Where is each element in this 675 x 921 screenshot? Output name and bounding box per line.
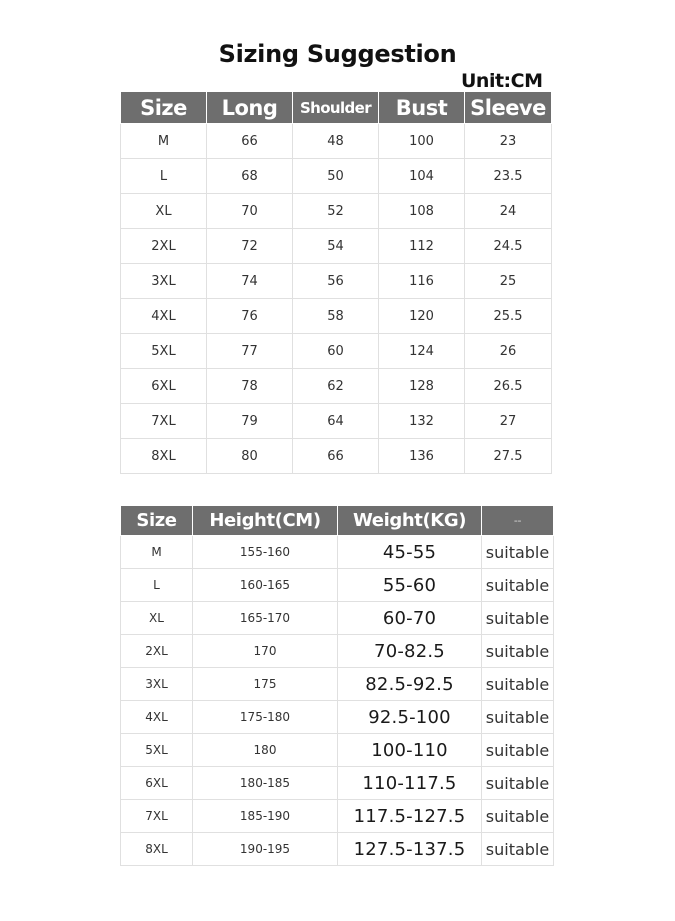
size-cell: 3XL — [121, 668, 193, 701]
measurement-header-row — [121, 92, 552, 124]
long-cell: 80 — [207, 439, 293, 474]
table-row — [121, 369, 552, 404]
shoulder-cell: 54 — [293, 229, 379, 264]
suitability-cell: suitable — [482, 635, 554, 668]
long-cell: 72 — [207, 229, 293, 264]
weight-cell: 45-55 — [338, 536, 482, 569]
size-cell: L — [121, 569, 193, 602]
long-cell: 78 — [207, 369, 293, 404]
weight-cell: 92.5-100 — [338, 701, 482, 734]
table-row — [121, 635, 554, 668]
shoulder-cell: 66 — [293, 439, 379, 474]
height-cell: 185-190 — [193, 800, 338, 833]
height-cell: 165-170 — [193, 602, 338, 635]
unit-label: Unit:CM — [461, 70, 543, 92]
sleeve-cell: 26.5 — [465, 369, 552, 404]
weight-cell: 127.5-137.5 — [338, 833, 482, 866]
height-cell: 190-195 — [193, 833, 338, 866]
sleeve-cell: 27 — [465, 404, 552, 439]
height-cell: 160-165 — [193, 569, 338, 602]
suitability-cell: suitable — [482, 800, 554, 833]
table-row — [121, 299, 552, 334]
height-cell: 170 — [193, 635, 338, 668]
height-cell: 155-160 — [193, 536, 338, 569]
bust-cell: 124 — [379, 334, 465, 369]
height-weight-header-row — [121, 506, 554, 536]
long-cell: 68 — [207, 159, 293, 194]
height-cell: 180 — [193, 734, 338, 767]
bust-cell: 100 — [379, 124, 465, 159]
suitability-cell: suitable — [482, 701, 554, 734]
long-cell: 66 — [207, 124, 293, 159]
bust-cell: 136 — [379, 439, 465, 474]
page-title: Sizing Suggestion — [218, 40, 457, 68]
sleeve-cell: 27.5 — [465, 439, 552, 474]
shoulder-cell: 56 — [293, 264, 379, 299]
shoulder-cell: 60 — [293, 334, 379, 369]
long-cell: 76 — [207, 299, 293, 334]
suitability-cell: suitable — [482, 767, 554, 800]
weight-cell: 60-70 — [338, 602, 482, 635]
table-row — [121, 334, 552, 369]
table-row — [121, 602, 554, 635]
header-bust: Bust — [379, 92, 465, 124]
table-row — [121, 159, 552, 194]
size-cell: M — [121, 124, 207, 159]
header-weight: Weight(KG) — [338, 506, 482, 536]
size-cell: 5XL — [121, 334, 207, 369]
sleeve-cell: 23 — [465, 124, 552, 159]
size-cell: 4XL — [121, 701, 193, 734]
size-cell: M — [121, 536, 193, 569]
table-row — [121, 194, 552, 229]
table-row — [121, 124, 552, 159]
bust-cell: 120 — [379, 299, 465, 334]
size-cell: XL — [121, 602, 193, 635]
weight-cell: 117.5-127.5 — [338, 800, 482, 833]
header-dash: -- — [482, 506, 554, 536]
weight-cell: 100-110 — [338, 734, 482, 767]
size-cell: 6XL — [121, 369, 207, 404]
weight-cell: 70-82.5 — [338, 635, 482, 668]
header-height: Height(CM) — [193, 506, 338, 536]
height-cell: 175-180 — [193, 701, 338, 734]
long-cell: 74 — [207, 264, 293, 299]
table-row — [121, 536, 554, 569]
table-row — [121, 833, 554, 866]
suitability-cell: suitable — [482, 569, 554, 602]
size-cell: 2XL — [121, 229, 207, 264]
long-cell: 77 — [207, 334, 293, 369]
height-weight-table — [120, 505, 554, 866]
shoulder-cell: 58 — [293, 299, 379, 334]
header-sleeve: Sleeve — [465, 92, 552, 124]
bust-cell: 112 — [379, 229, 465, 264]
size-cell: 2XL — [121, 635, 193, 668]
table-row — [121, 668, 554, 701]
bust-cell: 128 — [379, 369, 465, 404]
table-row — [121, 701, 554, 734]
size-cell: 6XL — [121, 767, 193, 800]
shoulder-cell: 52 — [293, 194, 379, 229]
table-row — [121, 734, 554, 767]
suitability-cell: suitable — [482, 602, 554, 635]
header-shoulder: Shoulder — [293, 92, 379, 124]
shoulder-cell: 62 — [293, 369, 379, 404]
shoulder-cell: 48 — [293, 124, 379, 159]
bust-cell: 132 — [379, 404, 465, 439]
table-row — [121, 264, 552, 299]
table-row — [121, 800, 554, 833]
bust-cell: 104 — [379, 159, 465, 194]
shoulder-cell: 50 — [293, 159, 379, 194]
sleeve-cell: 26 — [465, 334, 552, 369]
header-size: Size — [121, 506, 193, 536]
table-row — [121, 229, 552, 264]
table-row — [121, 439, 552, 474]
bust-cell: 108 — [379, 194, 465, 229]
suitability-cell: suitable — [482, 536, 554, 569]
height-cell: 180-185 — [193, 767, 338, 800]
size-cell: 4XL — [121, 299, 207, 334]
header-long: Long — [207, 92, 293, 124]
weight-cell: 82.5-92.5 — [338, 668, 482, 701]
long-cell: 70 — [207, 194, 293, 229]
table-row — [121, 569, 554, 602]
measurement-table — [120, 91, 552, 474]
size-cell: 7XL — [121, 404, 207, 439]
sleeve-cell: 25 — [465, 264, 552, 299]
long-cell: 79 — [207, 404, 293, 439]
size-cell: 5XL — [121, 734, 193, 767]
suitability-cell: suitable — [482, 734, 554, 767]
sleeve-cell: 25.5 — [465, 299, 552, 334]
bust-cell: 116 — [379, 264, 465, 299]
size-cell: XL — [121, 194, 207, 229]
sleeve-cell: 24.5 — [465, 229, 552, 264]
shoulder-cell: 64 — [293, 404, 379, 439]
size-cell: 8XL — [121, 439, 207, 474]
size-cell: 7XL — [121, 800, 193, 833]
size-cell: L — [121, 159, 207, 194]
sleeve-cell: 24 — [465, 194, 552, 229]
size-cell: 8XL — [121, 833, 193, 866]
size-cell: 3XL — [121, 264, 207, 299]
weight-cell: 55-60 — [338, 569, 482, 602]
height-cell: 175 — [193, 668, 338, 701]
sleeve-cell: 23.5 — [465, 159, 552, 194]
header-size: Size — [121, 92, 207, 124]
table-row — [121, 767, 554, 800]
suitability-cell: suitable — [482, 668, 554, 701]
weight-cell: 110-117.5 — [338, 767, 482, 800]
table-row — [121, 404, 552, 439]
suitability-cell: suitable — [482, 833, 554, 866]
